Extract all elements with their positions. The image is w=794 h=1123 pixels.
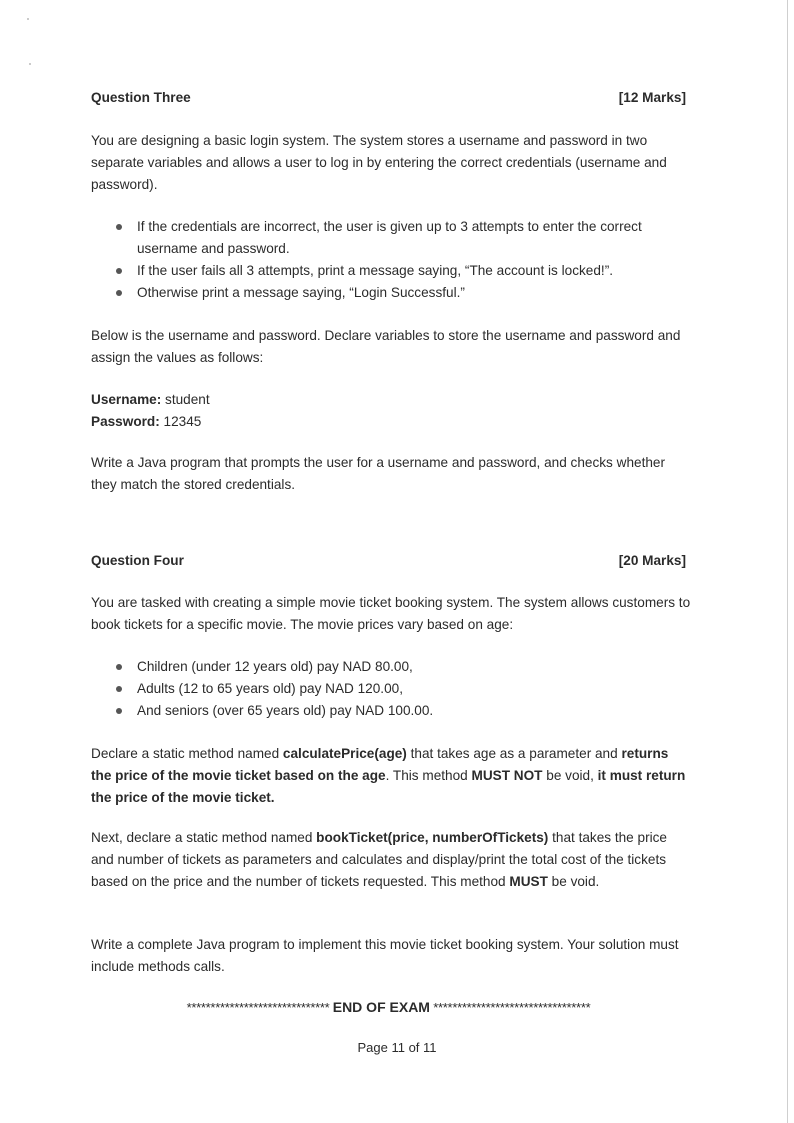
- question-four-header: [91, 553, 686, 568]
- page-number: Page 11 of 11: [357, 1040, 437, 1055]
- password-value: 12345: [159, 414, 202, 429]
- q3-task: Write a Java program that prompts the user for a username and password, and checks whether they match the stored credentials.: [91, 455, 665, 492]
- q3-credentials-intro: Below is the username and password. Declare variables to store the username and password and assign the values as follows:: [91, 328, 681, 365]
- text: be void.: [547, 874, 600, 889]
- username-value: student: [161, 392, 210, 407]
- end-of-exam-text: END OF EXAM: [332, 999, 430, 1015]
- stars: ******************************: [186, 1000, 330, 1015]
- text: that takes age as a parameter and: [406, 746, 622, 761]
- question-three-header: [91, 90, 686, 105]
- q3-bullet-list: [91, 216, 691, 304]
- q4-task: Write a complete Java program to implement this movie ticket booking system. Your solution must include methods calls.: [91, 937, 679, 974]
- end-of-exam-banner: [91, 999, 686, 1015]
- q4-book-ticket-paragraph: [91, 827, 691, 893]
- method-name: bookTicket(price, numberOfTickets): [316, 830, 549, 845]
- list-item: If the credentials are incorrect, the user is given up to 3 attempts to enter the correct username and password.: [91, 216, 691, 260]
- list-item: Adults (12 to 65 years old) pay NAD 120.00,: [91, 678, 691, 700]
- username-label: Username:: [91, 392, 162, 407]
- emphasis: it must return the price of the movie ticket.: [91, 768, 686, 805]
- list-item: Otherwise print a message saying, “Login Successful.”: [91, 282, 691, 304]
- method-name: calculatePrice(age): [282, 746, 407, 761]
- text: . This method: [385, 768, 472, 783]
- question-title: Question Four: [91, 553, 184, 568]
- emphasis: returns the price of the movie ticket based on the age: [91, 746, 669, 783]
- q4-calculate-price-paragraph: [91, 743, 691, 809]
- text: that takes the price and number of tickets as parameters and calculates and display/print the total cost of the tickets based on the price and the number of tickets requested. This method: [91, 830, 667, 889]
- text: Declare a static method named: [91, 746, 283, 761]
- q4-bullet-list: [91, 656, 691, 722]
- list-item: Children (under 12 years old) pay NAD 80.00,: [91, 656, 691, 678]
- scan-speck: [29, 63, 31, 65]
- password-label: Password:: [91, 414, 160, 429]
- scan-speck: [27, 18, 29, 20]
- list-item: And seniors (over 65 years old) pay NAD 100.00.: [91, 700, 691, 722]
- question-title: Question Three: [91, 90, 191, 105]
- password-line: [91, 411, 691, 433]
- text: be void,: [542, 768, 598, 783]
- q4-intro: You are tasked with creating a simple movie ticket booking system. The system allows customers to book tickets for a specific movie. The movie prices vary based on age:: [91, 595, 691, 632]
- page-edge: [787, 0, 788, 1123]
- username-line: [91, 389, 691, 411]
- text: Next, declare a static method named: [91, 830, 317, 845]
- list-item: If the user fails all 3 attempts, print a message saying, “The account is locked!”.: [91, 260, 691, 282]
- stars: *********************************: [433, 1000, 591, 1015]
- emphasis: MUST: [509, 874, 548, 889]
- question-marks: [20 Marks]: [618, 553, 686, 568]
- emphasis: MUST NOT: [471, 768, 543, 783]
- question-marks: [12 Marks]: [618, 90, 686, 105]
- q3-intro: You are designing a basic login system. The system stores a username and password in two separate variables and allows a user to log in by entering the correct credentials (username and password).: [91, 133, 667, 192]
